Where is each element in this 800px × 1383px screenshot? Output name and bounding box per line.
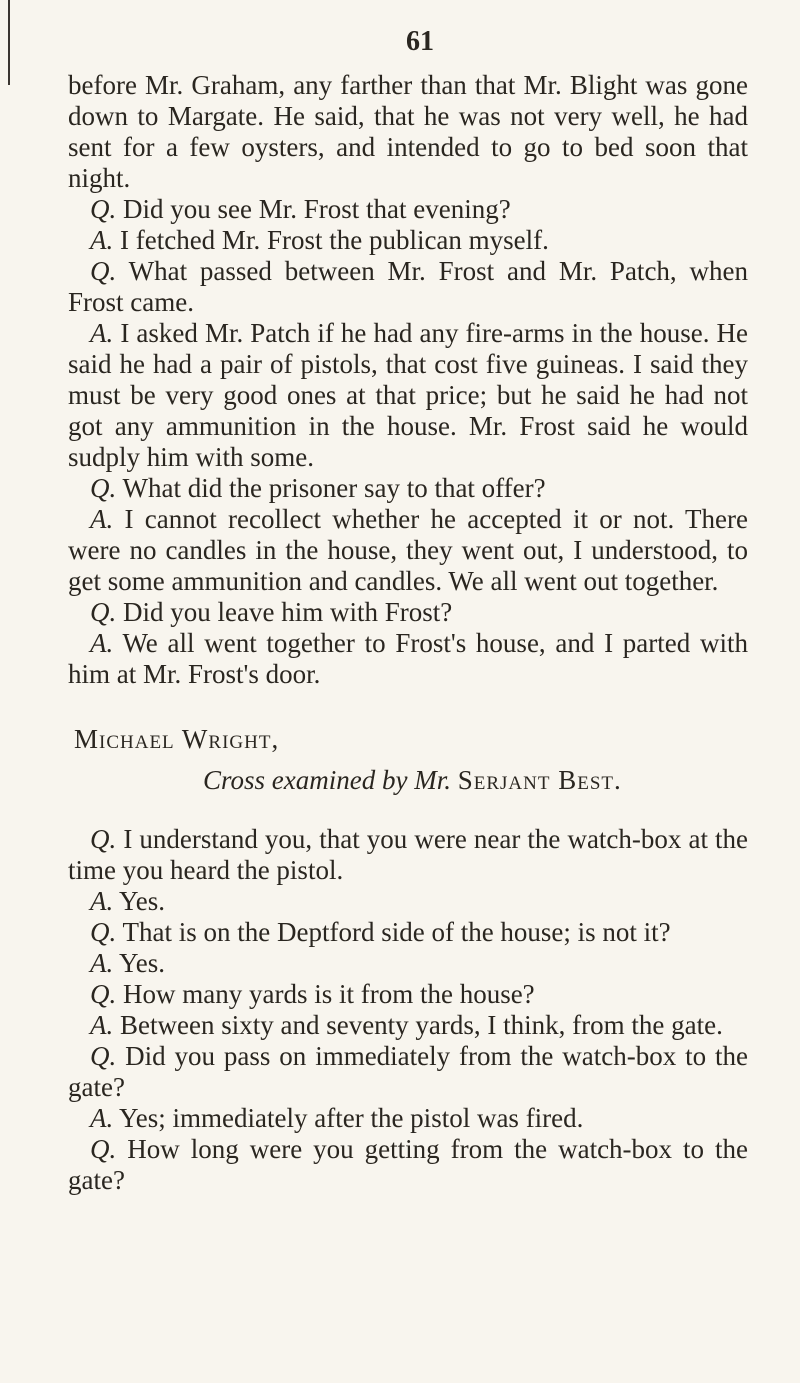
testimony-line	[68, 473, 748, 504]
cross-examiner-name: Serjant Best.	[457, 765, 622, 795]
question-label: Q.	[90, 473, 117, 503]
question-label: Q.	[90, 194, 117, 224]
question-text: How many yards is it from the house?	[123, 979, 535, 1009]
cross-examined-prefix: Cross examined by Mr.	[203, 765, 451, 795]
question-text: That is on the Deptford side of the house; is not it?	[122, 917, 671, 947]
question-text: What passed between Mr. Frost and Mr. Patch, when Frost came.	[68, 256, 748, 317]
answer-label: A.	[90, 225, 114, 255]
question-label: Q.	[90, 256, 117, 286]
testimony-line	[68, 979, 748, 1010]
question-label: Q.	[90, 1134, 117, 1164]
answer-text: We all went together to Frost's house, and I parted with him at Mr. Frost's door.	[68, 628, 748, 689]
question-label: Q.	[90, 597, 117, 627]
answer-text: I fetched Mr. Frost the publican myself.	[120, 225, 549, 255]
answer-text: Yes.	[119, 948, 166, 978]
answer-label: A.	[90, 886, 114, 916]
witness-heading: Michael Wright,	[74, 724, 280, 754]
question-text: What did the prisoner say to that offer?	[122, 473, 546, 503]
testimony-exchange-2	[68, 824, 748, 1196]
testimony-line	[68, 597, 748, 628]
answer-text: I asked Mr. Patch if he had any fire-arms in the house. He said he had a pair of pistols, that cost five guineas. I said they must be very good ones at that price; but he said he had not got any ammunition in the house. Mr. Frost said he would sudply him with some.	[68, 318, 749, 472]
testimony-line	[68, 1010, 748, 1041]
answer-label: A.	[90, 628, 114, 658]
testimony-line	[68, 1134, 748, 1196]
question-text: Did you see Mr. Frost that evening?	[123, 194, 511, 224]
question-label: Q.	[90, 917, 117, 947]
testimony-line	[68, 504, 748, 597]
testimony-line	[68, 1103, 748, 1134]
testimony-line	[68, 194, 748, 225]
answer-label: A.	[90, 1103, 114, 1133]
testimony-line	[68, 318, 748, 473]
opening-paragraph: before Mr. Graham, any farther than that Mr. Blight was gone down to Margate. He said, that he was not very well, he had sent for a few oysters, and intended to go to bed soon that night.	[68, 70, 748, 193]
answer-text: Between sixty and seventy yards, I think, from the gate.	[120, 1010, 723, 1040]
question-text: Did you pass on immediately from the watch-box to the gate?	[68, 1041, 749, 1102]
testimony-line	[68, 256, 748, 318]
testimony-line	[68, 628, 748, 690]
cross-examination-subheading	[68, 765, 748, 796]
question-label: Q.	[90, 979, 117, 1009]
answer-text: Yes.	[119, 886, 166, 916]
answer-label: A.	[90, 948, 114, 978]
testimony-line	[68, 1041, 748, 1103]
answer-text: Yes; immediately after the pistol was fired.	[119, 1103, 584, 1133]
testimony-line	[68, 886, 748, 917]
question-text: How long were you getting from the watch-box to the gate?	[68, 1134, 749, 1195]
question-text: Did you leave him with Frost?	[123, 597, 453, 627]
answer-label: A.	[90, 318, 114, 348]
answer-label: A.	[90, 504, 114, 534]
testimony-line	[68, 948, 748, 979]
testimony-line	[68, 917, 748, 948]
testimony-line	[68, 824, 748, 886]
answer-text: I cannot recollect whether he accepted it or not. There were no candles in the house, they went out, I understood, to get some ammunition and candles. We all went out together.	[68, 504, 748, 596]
testimony-exchange-1	[68, 194, 748, 690]
answer-label: A.	[90, 1010, 114, 1040]
question-label: Q.	[90, 1041, 117, 1071]
page-number: 61	[406, 26, 434, 57]
question-text: I understand you, that you were near the watch-box at the time you heard the pistol.	[68, 824, 749, 885]
body-text	[68, 70, 748, 1196]
question-label: Q.	[90, 824, 117, 854]
testimony-line	[68, 225, 748, 256]
